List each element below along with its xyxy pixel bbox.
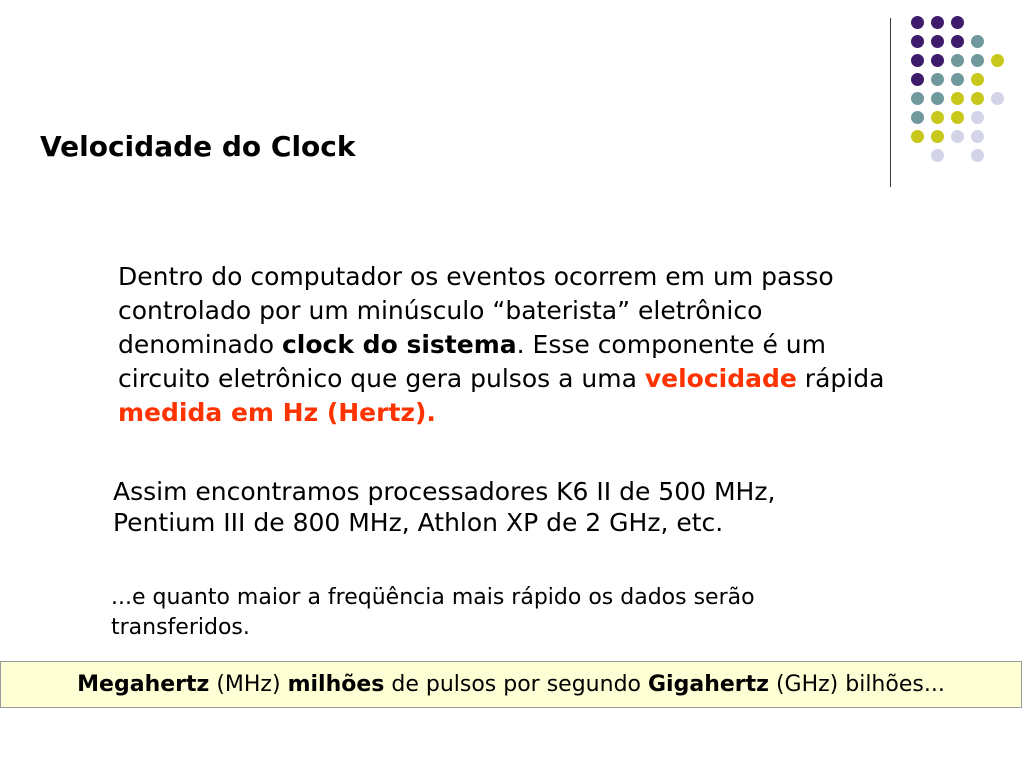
- decorative-dot-purple: [911, 54, 924, 67]
- hertz-highlight: medida em Hz (Hertz).: [118, 398, 436, 427]
- decorative-dot-teal: [971, 54, 984, 67]
- intro-line-3: [118, 328, 884, 362]
- decorative-dot-purple: [931, 35, 944, 48]
- gigahertz-term: Gigahertz: [648, 672, 769, 697]
- decorative-dot-lavender: [971, 149, 984, 162]
- decorative-dot-lavender: [931, 149, 944, 162]
- banner-text: de pulsos por segundo: [384, 672, 648, 697]
- dot-grid-gap: [991, 149, 1004, 162]
- decorative-dot-purple: [931, 16, 944, 29]
- clock-do-sistema-term: clock do sistema: [281, 330, 517, 359]
- vertical-divider: [890, 18, 891, 187]
- conclusion-line-1: ...e quanto maior a freqüência mais rápido os dados serão: [111, 585, 755, 610]
- processors-line-2: Pentium III de 800 MHz, Athlon XP de 2 GHz, etc.: [113, 508, 724, 537]
- decorative-dot-teal: [911, 92, 924, 105]
- decorative-dot-lavender: [951, 130, 964, 143]
- intro-line-1: Dentro do computador os eventos ocorrem em um passo: [118, 262, 834, 291]
- dot-grid-gap: [951, 149, 964, 162]
- dot-grid-gap: [991, 16, 1004, 29]
- decorative-dot-teal: [951, 54, 964, 67]
- decorative-dot-yellow: [911, 130, 924, 143]
- intro-paragraph: [118, 260, 884, 430]
- decorative-dot-teal: [951, 73, 964, 86]
- decorative-dot-lavender: [971, 111, 984, 124]
- intro-line-4: [118, 362, 884, 396]
- dot-grid-gap: [991, 111, 1004, 124]
- decorative-dot-teal: [931, 92, 944, 105]
- dot-grid-gap: [991, 35, 1004, 48]
- intro-text: denominado: [118, 330, 282, 359]
- conclusion-line-2: transferidos.: [111, 615, 250, 640]
- conclusion-paragraph: [111, 583, 755, 643]
- dot-grid-gap: [991, 130, 1004, 143]
- decorative-dot-purple: [911, 35, 924, 48]
- processors-paragraph: [113, 476, 775, 538]
- slide-title: Velocidade do Clock: [40, 130, 356, 163]
- decorative-dot-yellow: [951, 111, 964, 124]
- decorative-dot-teal: [911, 111, 924, 124]
- intro-line-2: controlado por um minúsculo “baterista” eletrônico: [118, 296, 763, 325]
- decorative-dot-yellow: [971, 73, 984, 86]
- decorative-dot-yellow: [931, 111, 944, 124]
- processors-line-1: Assim encontramos processadores K6 II de 500 MHz,: [113, 477, 776, 506]
- dot-grid-gap: [911, 149, 924, 162]
- banner-text: (GHz) bilhões...: [768, 672, 945, 697]
- decorative-dot-teal: [971, 35, 984, 48]
- dot-grid-gap: [971, 16, 984, 29]
- decorative-dot-yellow: [951, 92, 964, 105]
- decorative-dot-purple: [951, 35, 964, 48]
- banner-text: (MHz): [209, 672, 288, 697]
- decorative-dot-teal: [931, 73, 944, 86]
- decorative-dot-lavender: [971, 130, 984, 143]
- decorative-dot-purple: [951, 16, 964, 29]
- decorative-dot-yellow: [991, 54, 1004, 67]
- decorative-dot-lavender: [991, 92, 1004, 105]
- intro-text: . Esse componente é um: [516, 330, 826, 359]
- intro-text: rápida: [796, 364, 885, 393]
- decorative-dot-purple: [911, 16, 924, 29]
- decorative-dot-purple: [931, 54, 944, 67]
- milhoes-term: milhões: [287, 672, 385, 697]
- decorative-dot-yellow: [931, 130, 944, 143]
- decorative-dot-purple: [911, 73, 924, 86]
- summary-banner: [0, 661, 1022, 708]
- decorative-dot-yellow: [971, 92, 984, 105]
- dot-grid-gap: [991, 73, 1004, 86]
- megahertz-term: Megahertz: [77, 672, 210, 697]
- velocidade-highlight: velocidade: [644, 364, 797, 393]
- decorative-dot-grid: [911, 16, 1011, 168]
- intro-text: circuito eletrônico que gera pulsos a uma: [118, 364, 645, 393]
